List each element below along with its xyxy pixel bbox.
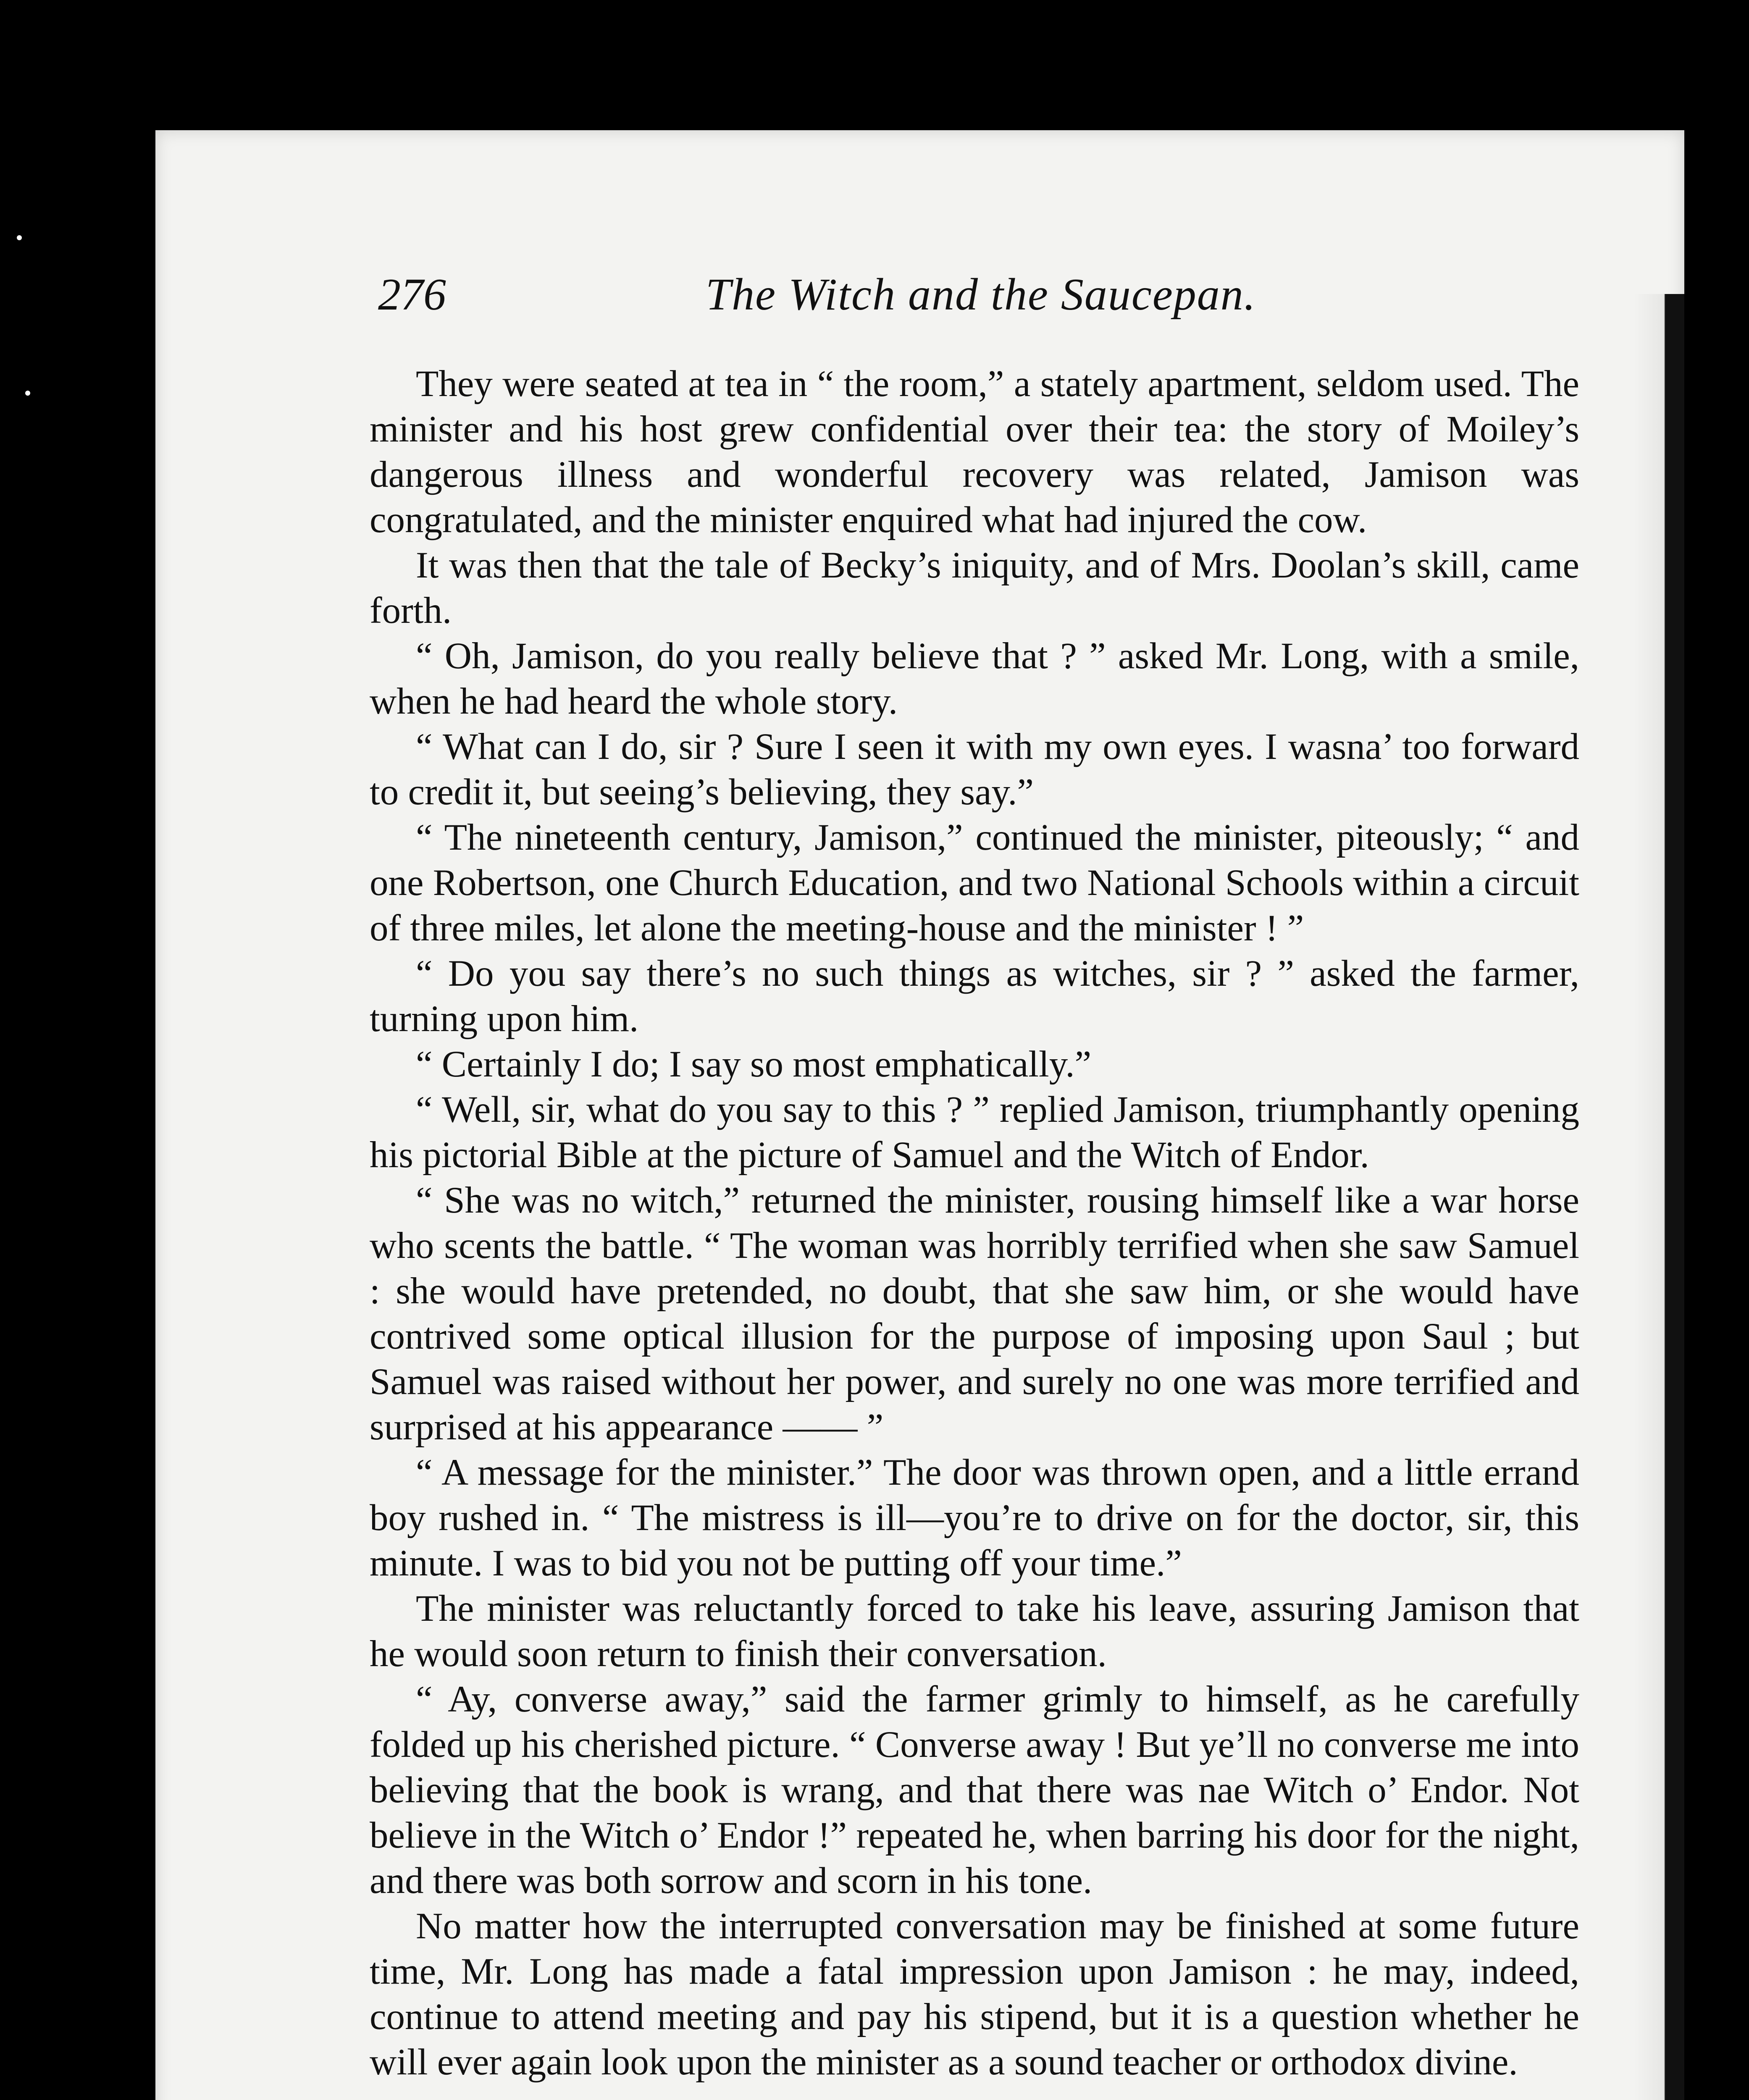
page-edge-shadow xyxy=(1634,294,1684,2100)
paragraph: “ Well, sir, what do you say to this ? ” replied Jamison, triumphantly opening his pictorial Bible at the picture of Samuel and the Witch of Endor. xyxy=(370,1089,1579,1176)
paragraph: “ Certainly I do; I say so most emphatically.” xyxy=(416,1044,1092,1085)
scan-speck xyxy=(17,235,22,240)
paragraph: “ Oh, Jamison, do you really believe that ? ” asked Mr. Long, with a smile, when he had heard the whole story. xyxy=(370,635,1579,722)
page-number: 276 xyxy=(378,270,446,320)
paragraph: “ Do you say there’s no such things as witches, sir ? ” asked the farmer, turning upon him. xyxy=(370,953,1579,1040)
paragraph: No matter how the interrupted conversation may be finished at some future time, Mr. Long has made a fatal impression upon Jamison : he may, indeed, continue to attend meeting and pay his stipend, but it is a question whether he will ever again look upon the minister as a sound teacher or orthodox divine. xyxy=(370,1906,1579,2083)
paragraph: “ She was no witch,” returned the minister, rousing himself like a war horse who scents the battle. “ The woman was horribly terrified when she saw Samuel : she would have pretended, no doubt, that she saw him, or she would have contrived some optical illusion for the purpose of imposing upon Saul ; but Samuel was raised without her power, and surely no one was more terrified and surprised at his appearance —— ” xyxy=(370,1180,1579,1448)
paragraph: “ The nineteenth century, Jamison,” continued the minister, piteously; “ and one Robertson, one Church Education, and two National Schools within a circuit of three miles, let alone the meeting-house and the minister ! ” xyxy=(370,817,1579,949)
body-text xyxy=(370,361,1579,2085)
paragraph: “ A message for the minister.” The door was thrown open, and a little errand boy rushed in. “ The mistress is ill—you’re to drive on for the doctor, sir, this minute. I was to bid you not be putting off your time.” xyxy=(370,1452,1579,1584)
paragraph: It was then that the tale of Becky’s iniquity, and of Mrs. Doolan’s skill, came forth. xyxy=(370,545,1579,631)
page-header xyxy=(378,269,1659,328)
scan-speck xyxy=(25,391,30,396)
paragraph: “ What can I do, sir ? Sure I seen it with my own eyes. I wasna’ too forward to credit it, but seeing’s believing, they say.” xyxy=(370,726,1579,813)
paragraph: “ Ay, converse away,” said the farmer grimly to himself, as he carefully folded up his cherished picture. “ Converse away ! But ye’ll no converse me into believing that the book is wrang, and that there was nae Witch o’ Endor. Not believe in the Witch o’ Endor !” repeated he, when barring his door for the night, and there was both sorrow and scorn in his tone. xyxy=(370,1679,1579,1901)
paragraph: They were seated at tea in “ the room,” a stately apartment, seldom used. The minister and his host grew confidential over their tea: the story of Moiley’s dangerous illness and wonderful recovery was related, Jamison was congratulated, and the minister enquired what had injured the cow. xyxy=(370,363,1579,541)
running-title: The Witch and the Saucepan. xyxy=(706,270,1256,320)
paragraph: The minister was reluctantly forced to take his leave, assuring Jamison that he would soon return to finish their conversation. xyxy=(370,1588,1579,1675)
